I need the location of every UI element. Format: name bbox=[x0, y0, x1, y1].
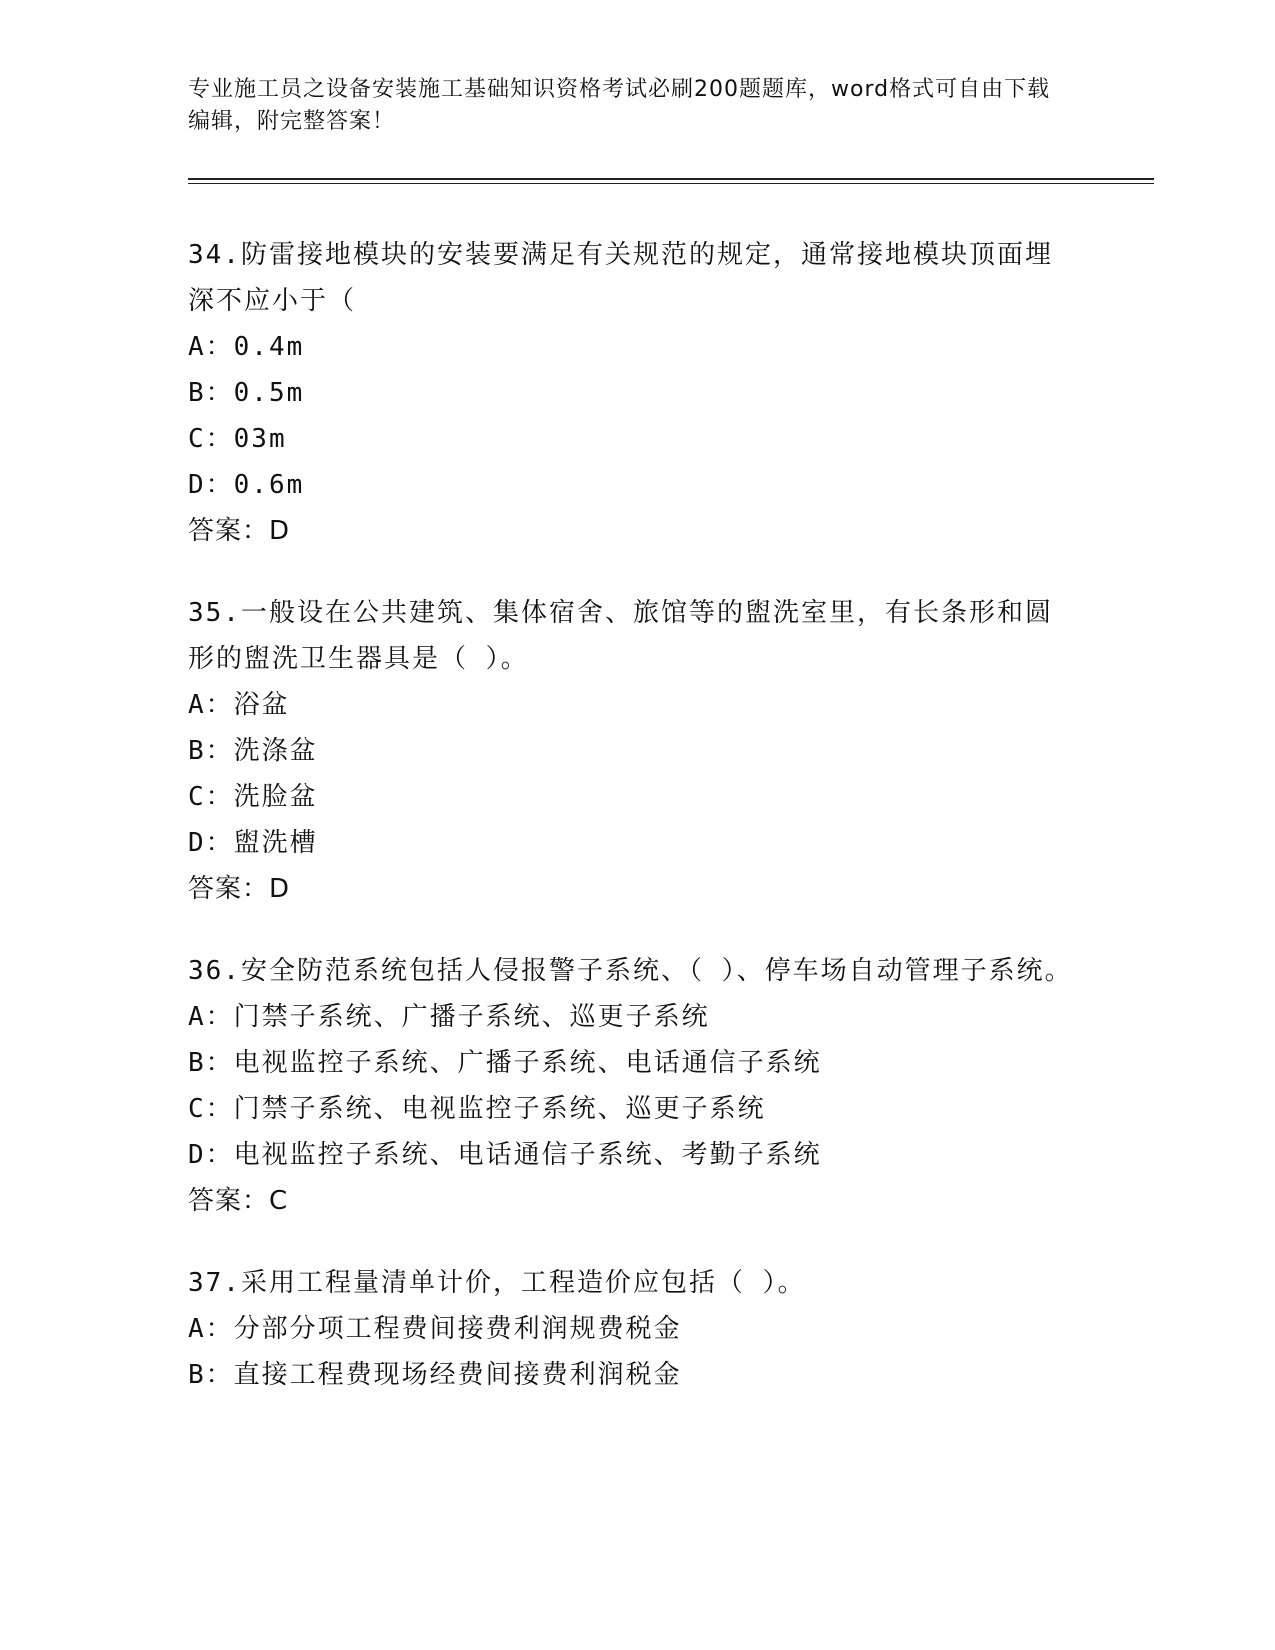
question-stem: 37.采用工程量清单计价，工程造价应包括（ ）。 bbox=[188, 1268, 806, 1298]
answer-line: 答案：D bbox=[188, 874, 291, 904]
answer-line: 答案：C bbox=[188, 1186, 289, 1216]
question-37 bbox=[188, 1260, 1088, 1398]
header-divider-thick bbox=[188, 178, 1154, 180]
option-d: D：0.6m bbox=[188, 470, 305, 500]
option-b: B：直接工程费现场经费间接费利润税金 bbox=[188, 1360, 682, 1390]
question-stem: 36.安全防范系统包括人侵报警子系统、（ ）、停车场自动管理子系统。 bbox=[188, 956, 1073, 986]
option-d: D：盥洗槽 bbox=[188, 828, 318, 858]
option-c: C：门禁子系统、电视监控子系统、巡更子系统 bbox=[188, 1094, 766, 1124]
option-c: C：03m bbox=[188, 424, 287, 454]
header-divider-thin bbox=[188, 183, 1154, 184]
option-a: A：分部分项工程费间接费利润规费税金 bbox=[188, 1314, 682, 1344]
question-35 bbox=[188, 590, 1088, 912]
question-36 bbox=[188, 948, 1088, 1224]
option-b: B：0.5m bbox=[188, 378, 305, 408]
option-a: A：浴盆 bbox=[188, 690, 290, 720]
document-header: 专业施工员之设备安装施工基础知识资格考试必刷200题题库，word格式可自由下载编辑，附完整答案！ bbox=[188, 77, 1051, 134]
option-c: C：洗脸盆 bbox=[188, 782, 318, 812]
question-list bbox=[188, 232, 1088, 1434]
answer-line: 答案：D bbox=[188, 516, 291, 546]
question-stem: 35.一般设在公共建筑、集体宿舍、旅馆等的盥洗室里，有长条形和圆形的盥洗卫生器具是（ ）。 bbox=[188, 598, 1053, 674]
option-d: D：电视监控子系统、电话通信子系统、考勤子系统 bbox=[188, 1140, 822, 1170]
question-34 bbox=[188, 232, 1088, 554]
option-b: B：洗涤盆 bbox=[188, 736, 318, 766]
option-a: A：门禁子系统、广播子系统、巡更子系统 bbox=[188, 1002, 710, 1032]
option-b: B：电视监控子系统、广播子系统、电话通信子系统 bbox=[188, 1048, 822, 1078]
option-a: A：0.4m bbox=[188, 332, 305, 362]
question-stem: 34.防雷接地模块的安装要满足有关规范的规定，通常接地模块顶面埋深不应小于（ bbox=[188, 240, 1053, 316]
